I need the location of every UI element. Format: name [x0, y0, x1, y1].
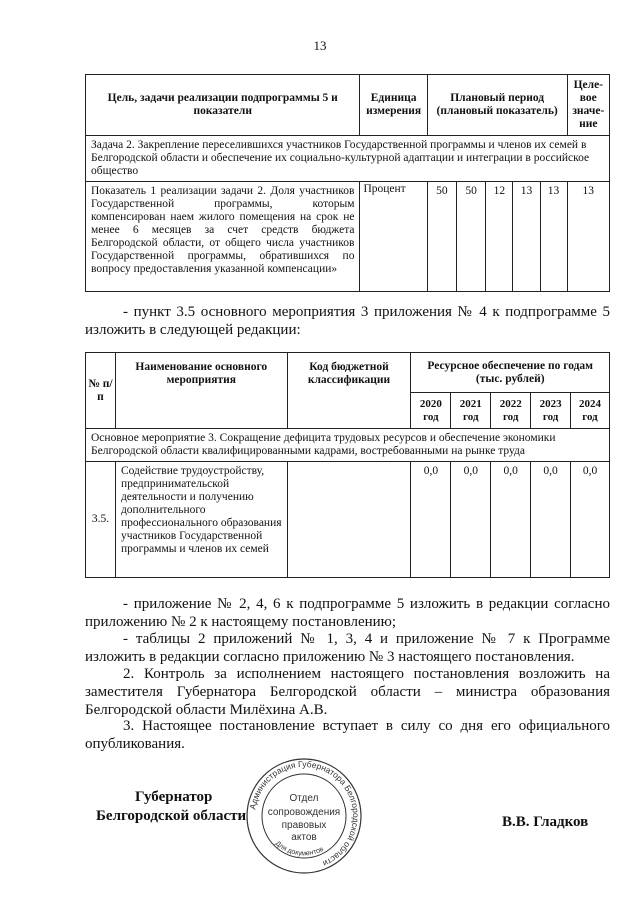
- header-code: Код бюджетной классификации: [287, 353, 411, 429]
- stamp-bottom-text: Для документов: [273, 840, 325, 858]
- year-header: 2024 год: [571, 393, 610, 429]
- value-cell: 50: [457, 182, 486, 292]
- indicator-cell: Показатель 1 реализации задачи 2. Доля участников Государственной программы, которым компенсирован наем жилого помещения на срок не менее 6 месяцев за счет средств бюджета Белгородской области, от общего числа участников Государственной программы, обратившихся по вопросу предоставления указанной компенсации»: [86, 182, 360, 292]
- task-row: Задача 2. Закрепление переселившихся участников Государственной программы и членов их семей в Белгородской области и обеспечение их социально-культурной адаптации и интеграции в российское общество: [86, 136, 610, 182]
- year-header: 2023 год: [531, 393, 571, 429]
- year-header: 2020 год: [411, 393, 451, 429]
- indicators-table: [85, 74, 610, 292]
- stamp-inner-line4: актов: [291, 832, 317, 843]
- value-cell: 12: [486, 182, 513, 292]
- header-unit: Единица измерения: [360, 75, 427, 136]
- signature-title-line2: Белгородской области: [96, 808, 247, 824]
- resource-value-cell: 0,0: [531, 462, 571, 578]
- paragraph-control: 2. Контроль за исполнением настоящего постановления возложить на заместителя Губернатора Белгородской области – министра образования Белгородской области Милёхина А.В.: [85, 666, 610, 718]
- header-name: Наименование основного мероприятия: [115, 353, 287, 429]
- header-planned: Плановый период (плановый показатель): [427, 75, 567, 136]
- resource-value-cell: 0,0: [571, 462, 610, 578]
- paragraph-tables-2: - таблицы 2 приложений № 1, 3, 4 и приложение № 7 к Программе изложить в редакции согласно приложению № 3 настоящего постановления.: [85, 631, 610, 665]
- resource-value-cell: 0,0: [451, 462, 491, 578]
- signature-title-line1: Губернатор: [135, 789, 213, 805]
- target-value-cell: 13: [567, 182, 609, 292]
- header-resources: Ресурсное обеспечение по годам (тыс. рублей): [411, 353, 610, 393]
- year-header: 2022 год: [491, 393, 531, 429]
- row-num-cell: 3.5.: [86, 462, 116, 578]
- signature-name: В.В. Гладков: [502, 814, 589, 830]
- year-header: 2021 год: [451, 393, 491, 429]
- stamp-inner-line1: Отдел: [289, 793, 319, 804]
- value-cell: 13: [540, 182, 567, 292]
- measure-row: Основное мероприятие 3. Сокращение дефицита трудовых ресурсов и обеспечение экономики Белгородской области квалифицированными кадрами, востребованными на рынке труда: [86, 429, 610, 462]
- page-number: 13: [313, 38, 327, 53]
- stamp-inner-line2: сопровождения: [267, 807, 341, 818]
- header-goal: Цель, задачи реализации подпрограммы 5 и показатели: [86, 75, 360, 136]
- header-target: Целе-вое значе-ние: [567, 75, 609, 136]
- unit-cell: Процент: [360, 182, 427, 292]
- resource-value-cell: 0,0: [411, 462, 451, 578]
- resources-table: [85, 352, 610, 578]
- paragraph-appendix-2: - приложение № 2, 4, 6 к подпрограмме 5 изложить в редакции согласно приложению № 2 к настоящему постановлению;: [85, 596, 610, 630]
- paragraph-item-3-5: - пункт 3.5 основного мероприятия 3 приложения № 4 к подпрограмме 5 изложить в следующей редакции:: [85, 304, 610, 338]
- row-code-cell: [287, 462, 411, 578]
- stamp-inner-line3: правовых: [281, 820, 327, 831]
- resource-value-cell: 0,0: [491, 462, 531, 578]
- paragraph-effective: 3. Настоящее постановление вступает в силу со дня его официального опубликования.: [85, 718, 610, 752]
- value-cell: 50: [427, 182, 456, 292]
- official-stamp: [245, 757, 363, 875]
- header-num: № п/п: [86, 353, 116, 429]
- stamp-outer-text: Администрация Губернатора Белгородской области: [247, 758, 362, 869]
- row-name-cell: Содействие трудоустройству, предпринимательской деятельности и получению дополнительного профессионального образования участников Государственной программы и членов их семей: [115, 462, 287, 578]
- value-cell: 13: [513, 182, 540, 292]
